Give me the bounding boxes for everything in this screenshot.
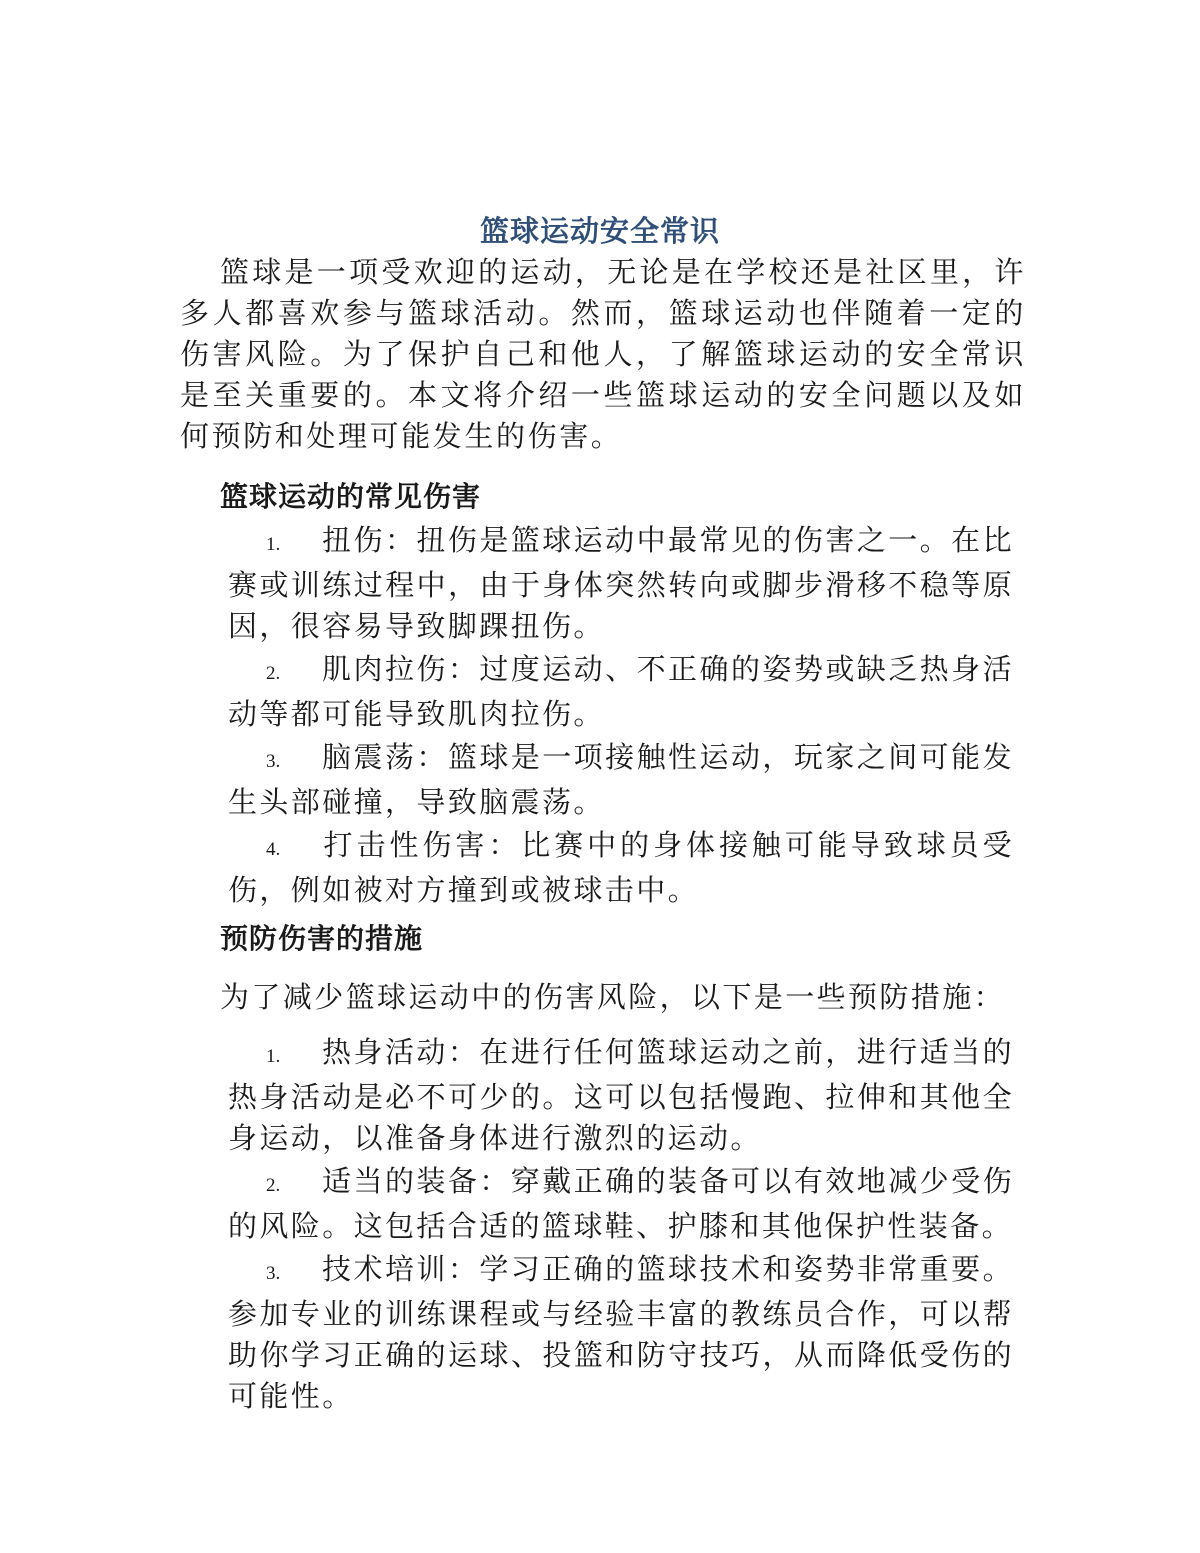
list-item	[228, 1161, 1014, 1247]
list-item-text: 技术培训：学习正确的篮球技术和姿势非常重要。参加专业的训练课程或与经验丰富的教练员合作，可以帮助你学习正确的运球、投篮和防守技巧，从而降低受伤的可能性。	[228, 1252, 1014, 1413]
page-title: 篮球运动安全常识	[479, 214, 720, 249]
list-item	[228, 825, 1014, 911]
list-item-text: 打击性伤害：比赛中的身体接触可能导致球员受伤，例如被对方撞到或被球击中。	[228, 828, 1014, 907]
list-item	[228, 520, 1014, 647]
list-item	[228, 1032, 1014, 1159]
prevention-lead-text: 为了减少篮球运动中的伤害风险，以下是一些预防措施：	[220, 980, 1006, 1014]
list-number: 1.	[266, 534, 281, 555]
prevention-list	[228, 1032, 1014, 1419]
list-item	[228, 737, 1014, 823]
list-number: 4.	[266, 839, 281, 860]
intro-paragraph: 篮球是一项受欢迎的运动，无论是在学校还是社区里，许多人都喜欢参与篮球活动。然而，篮球运动也伴随着一定的伤害风险。为了保护自己和他人，了解篮球运动的安全常识是至关重要的。本文将介绍一些篮球运动的安全问题以及如何预防和处理可能发生的伤害。	[180, 255, 1026, 453]
section-heading-common-injuries: 篮球运动的常见伤害	[220, 480, 482, 513]
list-item-text: 热身活动：在进行任何篮球运动之前，进行适当的热身活动是必不可少的。这可以包括慢跑、拉伸和其他全身运动，以准备身体进行激烈的运动。	[228, 1035, 1014, 1155]
list-item	[228, 649, 1014, 735]
list-item-text: 扭伤：扭伤是篮球运动中最常见的伤害之一。在比赛或训练过程中，由于身体突然转向或脚步滑移不稳等原因，很容易导致脚踝扭伤。	[228, 523, 1014, 643]
list-item-text: 肌肉拉伤：过度运动、不正确的姿势或缺乏热身活动等都可能导致肌肉拉伤。	[228, 652, 1014, 731]
list-number: 2.	[266, 1175, 281, 1196]
list-number: 2.	[266, 663, 281, 684]
list-number: 3.	[266, 1263, 281, 1284]
list-item-text: 脑震荡：篮球是一项接触性运动，玩家之间可能发生头部碰撞，导致脑震荡。	[228, 740, 1014, 819]
list-number: 1.	[266, 1046, 281, 1067]
list-item-text: 适当的装备：穿戴正确的装备可以有效地减少受伤的风险。这包括合适的篮球鞋、护膝和其他保护性装备。	[228, 1164, 1014, 1243]
section-heading-prevention: 预防伤害的措施	[220, 922, 424, 955]
list-number: 3.	[266, 751, 281, 772]
list-item	[228, 1249, 1014, 1417]
common-injuries-list	[228, 520, 1014, 913]
